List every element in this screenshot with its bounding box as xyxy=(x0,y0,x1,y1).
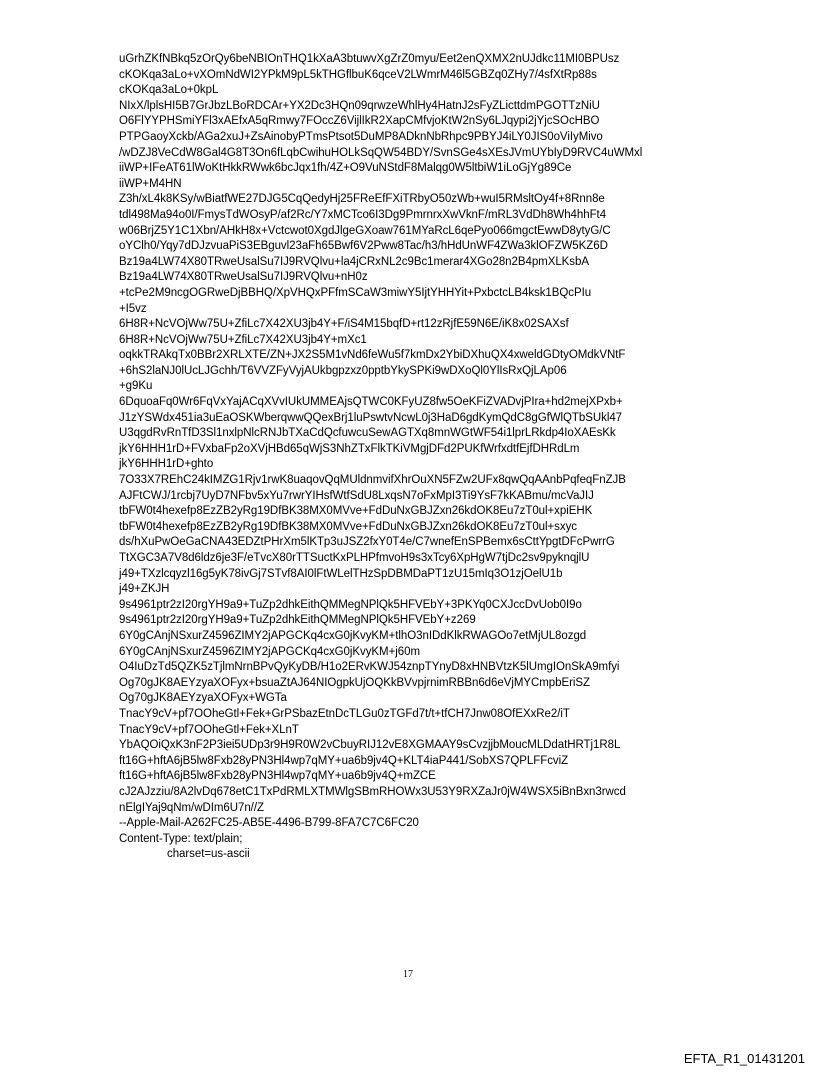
text-line: 6H8R+NcVOjWw75U+ZfiLc7X42XU3jb4Y+F/iS4M15bqfD+rt12zRjfE59N6E/iK8x02SAXsf xyxy=(119,318,569,331)
text-line: TnacY9cV+pf7OOheGtl+Fek+GrPSbazEtnDcTLGu0zTGFd7t/t+tfCH7Jnw08OfEXxRe2/iT xyxy=(119,707,570,720)
text-line: /wDZJ8VeCdW8Gal4G8T3On6fLqbCwihuHOLkSqQW54BDY/SvnSGe4sXEsJVmUYbIyD9RVC4uWMxl xyxy=(119,146,643,159)
text-line: Bz19a4LW74X80TRweUsalSu7IJ9RVQlvu+nH0z xyxy=(119,271,368,284)
text-line: j49+TXzlcqyzl16g5yK78ivGj7STvf8AI0lFtWLelTHzSpDBMDaPT1zU15mIq3O1zjOelU1b xyxy=(119,567,563,580)
text-line: ft16G+hftA6jB5lw8Fxb28yPN3Hl4wp7qMY+ua6b9jv4Q+mZCE xyxy=(119,770,436,783)
text-line: 7O33X7REhC24kIMZG1Rjv1rwK8uaqovQqMUldnmvifXhrOuXN5FZw2UFx8qwQqAAnbPqfeqFnZJB xyxy=(119,474,626,487)
text-line: +I5vz xyxy=(119,302,147,315)
text-line: 6Y0gCAnjNSxurZ4596ZIMY2jAPGCKq4cxG0jKvyKM+tlhO3nIDdKlkRWAGOo7etMjUL8ozgd xyxy=(119,629,587,642)
text-line: oqkkTRAkqTx0BBr2XRLXTE/ZN+JX2S5M1vNd6feWu5f7kmDx2YbiDXhuQX4xweldGDtyOMdkVNtF xyxy=(119,349,626,362)
text-line: Bz19a4LW74X80TRweUsalSu7IJ9RVQlvu+la4jCRxNL2c9Bc1merar4XGo28n2B4pmXLKsbA xyxy=(119,255,589,268)
text-line: 6Y0gCAnjNSxurZ4596ZIMY2jAPGCKq4cxG0jKvyKM+j60m xyxy=(119,645,420,658)
document-body-text xyxy=(119,52,809,863)
text-line: cJ2AJzziu/8A2lvDq678etC1TxPdRMLXTMWlgSBmRHOWx3U53Y9RXZaJr0jW4WSX5iBnBxn3rwcd xyxy=(119,785,626,798)
text-line: jkY6HHH1rD+FVxbaFp2oXVjHBd65qWjS3NhZTxFlkTKiVMgjDFd2PUKfWrfxdtfEjfDHRdLm xyxy=(119,442,580,455)
text-line-indented: charset=us-ascii xyxy=(167,848,250,861)
text-line: AJFtCWJ/1rcbj7UyD7NFbv5xYu7rwrYIHsfWtfSdU8LxqsN7oFxMpI3Ti9YsF7kKABmu/mcVaJIJ xyxy=(119,489,594,502)
text-line: O4IuDzTd5QZK5zTjlmNrnBPvQyKyDB/H1o2ERvKWJ54znpTYnyD8xHNBVtzK5lUmgIOnSkA9mfyi xyxy=(119,661,620,674)
text-line: iiWP+M4HN xyxy=(119,177,182,190)
text-line: 6DquoaFq0Wr6FqVxYajACqXVvIUkUMMEAjsQTWC0KFyUZ8fw5OeKFiZVADvjPIra+hd2mejXPxb+ xyxy=(119,396,623,409)
text-line: O6FlYYPHSmiYFl3xAEfxA5qRmwy7FOccZ6VijlIkR2XapCMfvjoKtW2nSy6LJqypi2jYjcSOcHBO xyxy=(119,115,600,128)
text-line: j49+ZKJH xyxy=(119,583,170,596)
text-line: Og70gJK8AEYzyaXOFyx+bsuaZtAJ64NIOgpkUjOQKkBVvpjrnimRBBn6d6eVjMYCmpbEriSZ xyxy=(119,676,590,689)
bates-number: EFTA_R1_01431201 xyxy=(683,1051,805,1066)
page-number: 17 xyxy=(403,969,413,980)
text-line: U3qgdRvRnTfD3Sl1nxlpNlcRNJbTXaCdQcfuwcuSewAGTXq8mnWGtWF54i1lprLRkdp4IoXAEsKk xyxy=(119,427,616,440)
text-line: jkY6HHH1rD+ghto xyxy=(119,458,214,471)
text-line: J1zYSWdx451ia3uEaOSKWberqwwQQexBrj1luPswtvNcwL0j3HaD6gdKymQdC8gGfWlQTbSUkl47 xyxy=(119,411,623,424)
text-line: +g9Ku xyxy=(119,380,153,393)
text-line: tbFW0t4hexefp8EzZB2yRg19DfBK38MX0MVve+FdDuNxGBJZxn26kdOK8Eu7zT0ul+sxyc xyxy=(119,520,577,533)
text-line: 9s4961ptr2zI20rgYH9a9+TuZp2dhkEithQMMegNPlQk5HFVEbY+z269 xyxy=(119,614,476,627)
text-line: PTPGaoyXckb/AGa2xuJ+ZsAinobyPTmsPtsot5DuMP8ADknNbRhpc9PBYJ4iLY0JIS0oViIyMivo xyxy=(119,130,603,143)
text-line: iiWP+IFeAT61lWoKtHkkRWwk6bcJqx1fh/4Z+O9VuNStdF8Malqg0W5ltbiW1iLoGjYg89Ce xyxy=(119,162,572,175)
text-line: TnacY9cV+pf7OOheGtl+Fek+XLnT xyxy=(119,723,299,736)
text-line: TtXGC3A7V8d6ldz6je3F/eTvcX80rTTSuctKxPLHPfmvoH9s3xTcy6XpHgW7tjDc2sv9pyknqjlU xyxy=(119,552,590,564)
text-line: +tcPe2M9ncgOGRweDjBBHQ/XpVHQxPFfmSCaW3miwY5IjtYHHYit+PxbctcLB4ksk1BQcPIu xyxy=(119,286,592,299)
text-line: 9s4961ptr2zI20rgYH9a9+TuZp2dhkEithQMMegNPlQk5HFVEbY+3PKYq0CXJccDvUob0I9o xyxy=(119,598,582,611)
text-line: 6H8R+NcVOjWw75U+ZfiLc7X42XU3jb4Y+mXc1 xyxy=(119,333,367,346)
text-line: YbAQOiQxK3nF2P3iei5UDp3r9H9R0W2vCbuyRIJ12vE8XGMAAY9sCvzjjbMoucMLDdatHRTj1R8L xyxy=(119,739,621,752)
text-line: Og70gJK8AEYzyaXOFyx+WGTa xyxy=(119,692,287,705)
text-line: nElgIYaj9qNm/wDIm6U7n//Z xyxy=(119,801,264,814)
text-line: NIxX/lplsHI5B7GrJbzLBoRDCAr+YX2Dc3HQn09qrwzeWhlHy4HatnJ2sFyZLicttdmPGOTTzNiU xyxy=(119,99,600,112)
text-line: cKOKqa3aLo+0kpL xyxy=(119,84,219,97)
text-line: --Apple-Mail-A262FC25-AB5E-4496-B799-8FA7C7C6FC20 xyxy=(119,817,419,830)
text-line: cKOKqa3aLo+vXOmNdWI2YPkM9pL5kTHGflbuK6qceV2LWmrM46l5GBZq0ZHy7/4sfXtRp88s xyxy=(119,68,597,81)
text-line: ft16G+hftA6jB5lw8Fxb28yPN3Hl4wp7qMY+ua6b9jv4Q+KLT4iaP441/SobXS7QPLFFcviZ xyxy=(119,754,569,767)
text-line: Z3h/xL4k8KSy/wBiatfWE27DJG5CqQedyHj25FReEfFXiTRbyO50zWb+wuI5RMsltOy4f+8Rnn8e xyxy=(119,193,605,206)
text-line: ds/hXuPwOeGaCNA43EDZtPHrXm5lKTp3uJSZ2fxY0T4e/C7wnefEnSPBemx6sCttYpgtDFcPwrrG xyxy=(119,536,615,549)
text-line: w06BrjZ5Y1C1Xbn/AHkH8x+Vctcwot0XgdJlgeGXoaw761MYaRcL6qePyo066mgctEwwD8ytyG/C xyxy=(119,224,611,237)
text-line: oYClh0/Yqy7dDJzvuaPiS3EBguvl23aFh65Bwf6V2Pww8Tac/h3/hHdUnWF4ZWa3klOFZW5KZ6D xyxy=(119,240,608,253)
text-line: +6hS2laNJ0lUcLJGchh/T6VVZFyVyjAUkbgpzxz0pptbYkySPKi9wDXoQl0YlIsRxQjLAp06 xyxy=(119,364,567,377)
text-line: tbFW0t4hexefp8EzZB2yRg19DfBK38MX0MVve+FdDuNxGBJZxn26kdOK8Eu7zT0ul+xpiEHK xyxy=(119,505,593,518)
text-line: Content-Type: text/plain; xyxy=(119,832,243,845)
text-line: uGrhZKfNBkq5zOrQy6beNBIOnTHQ1kXaA3btuwvXgZrZ0myu/Eet2enQXMX2nUJdkc11MI0BPUsz xyxy=(119,53,620,65)
text-line: tdl498Ma94o0I/FmysTdWOsyP/af2Rc/Y7xMCTco6I3Dg9PmrnrxXwVknF/mRL3VdDh8Wh4hhFt4 xyxy=(119,208,607,221)
